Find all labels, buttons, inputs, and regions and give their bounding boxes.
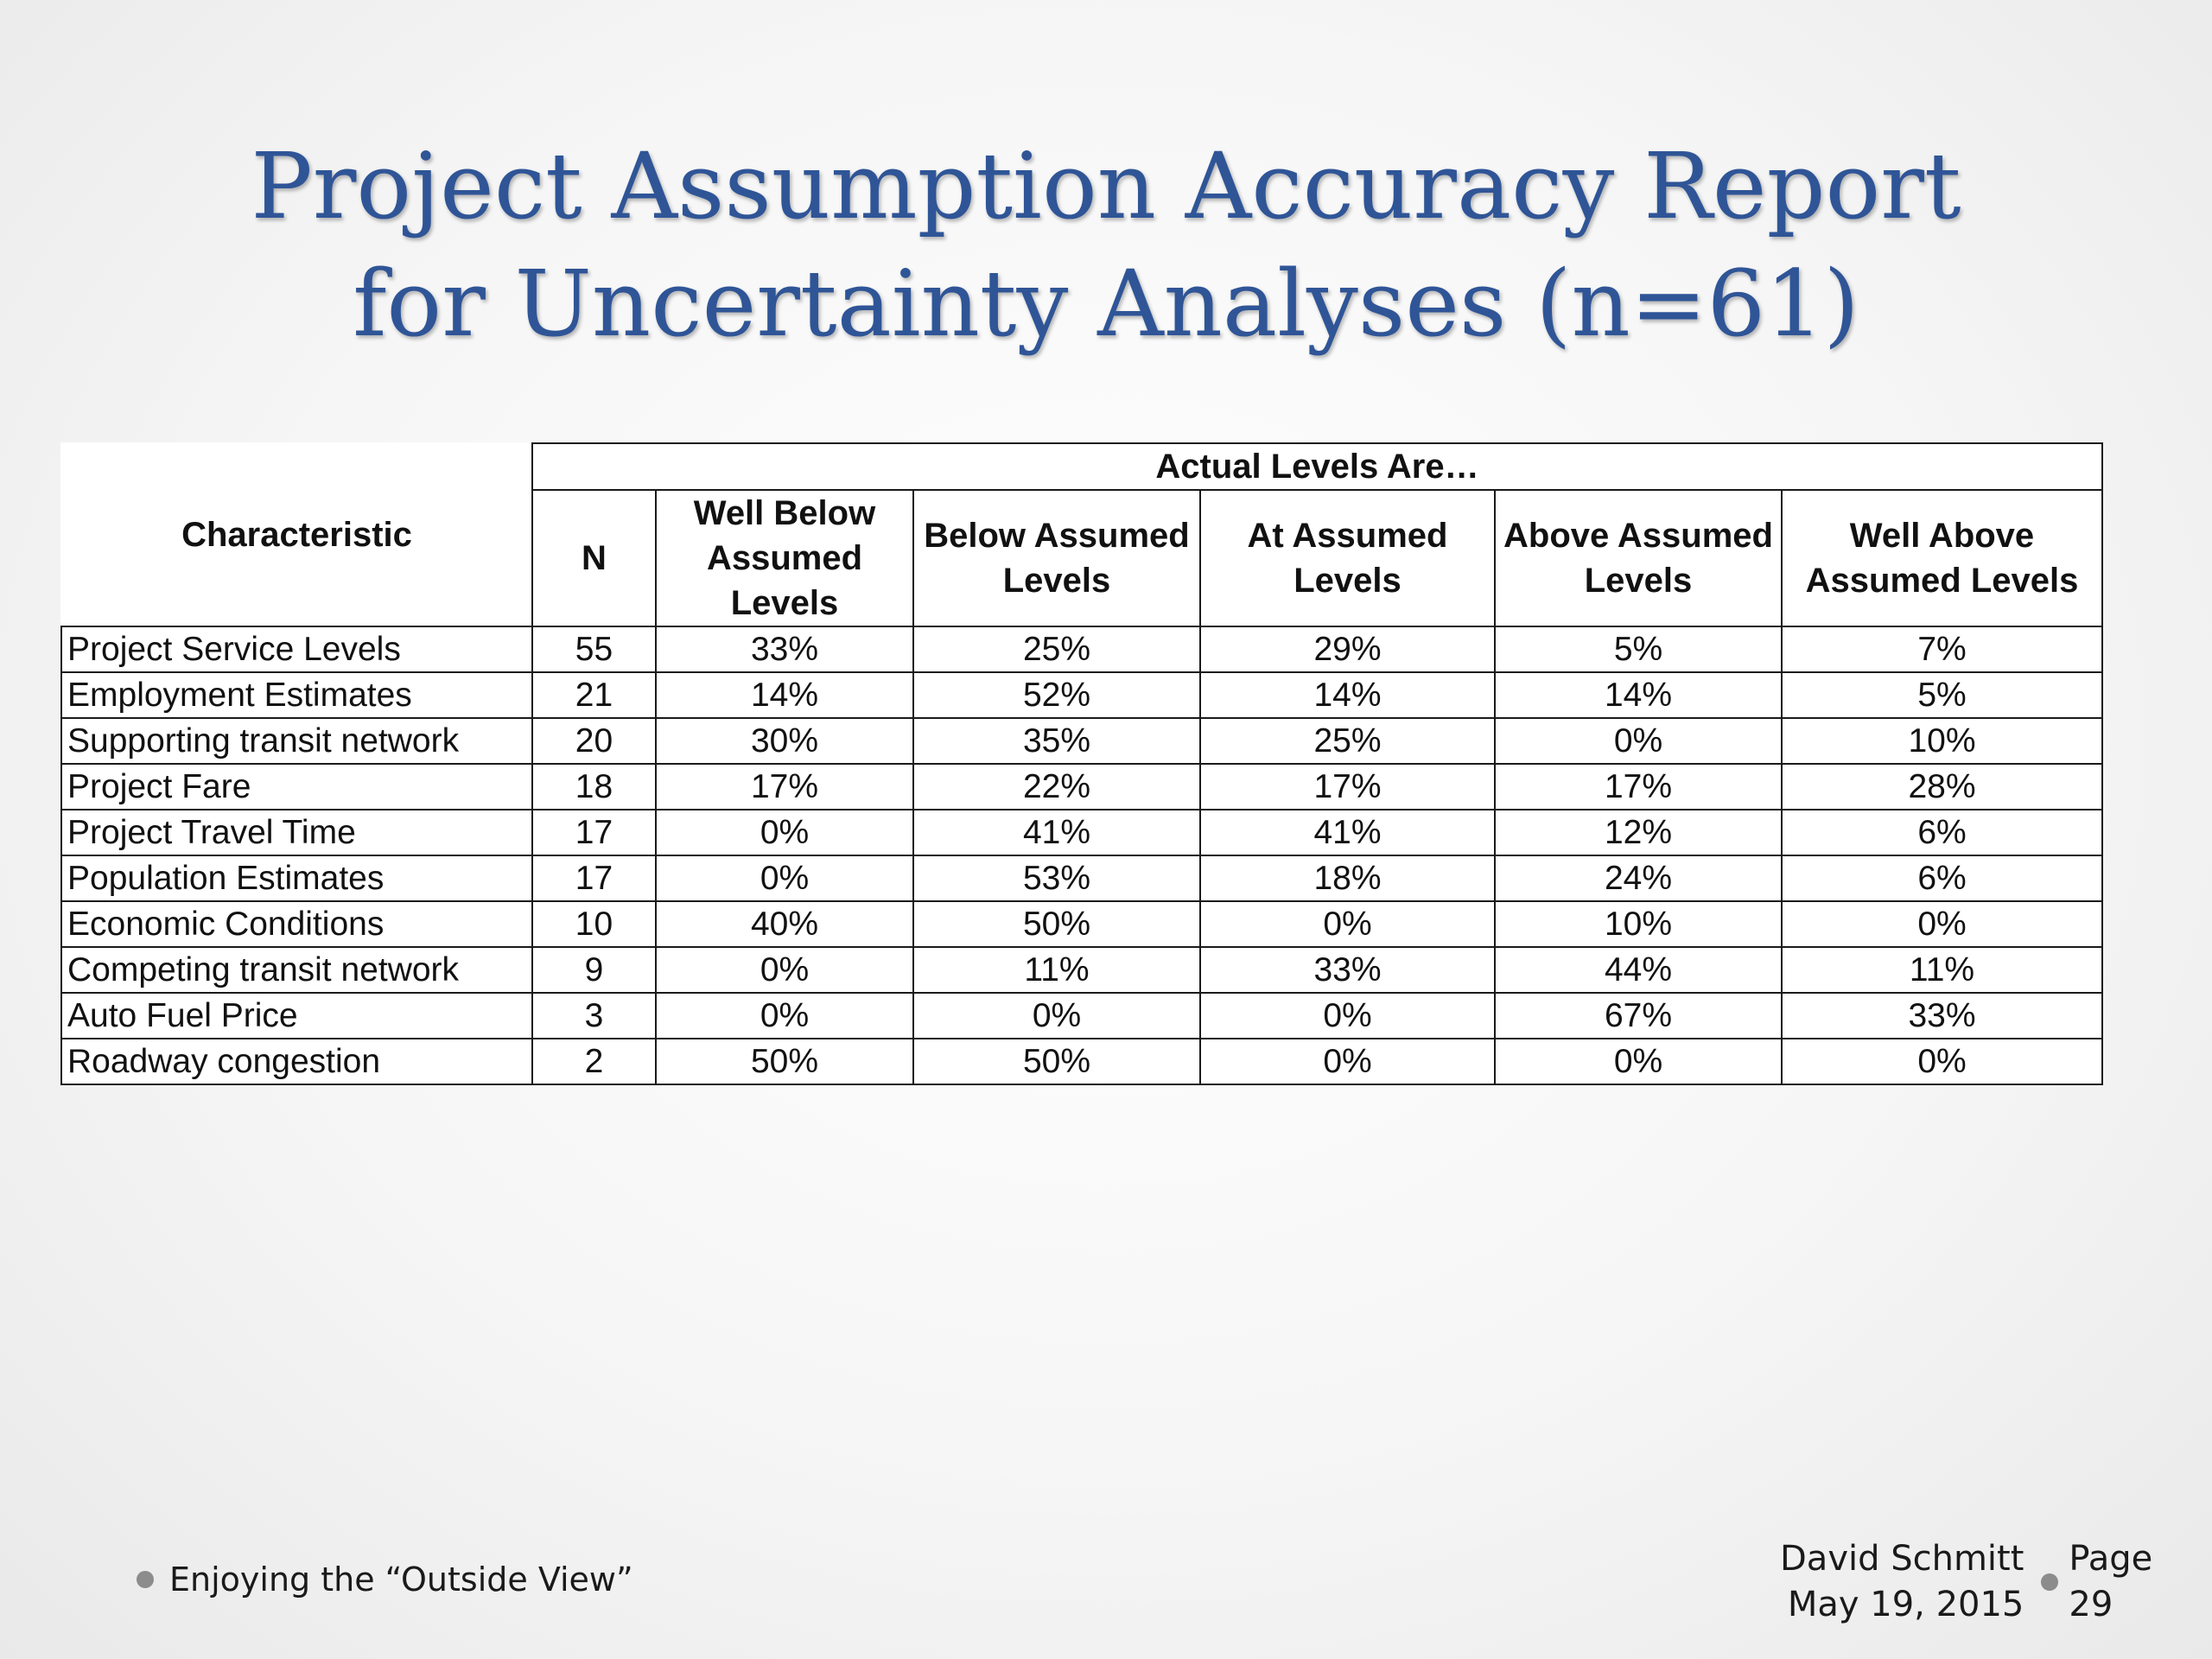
cell-below: 53% [913,855,1200,901]
header-above: Above Assumed Levels [1495,490,1782,626]
slide-title-line-2: for Uncertainty Analyses (n=61) [353,251,1859,357]
cell-n: 10 [532,901,656,947]
header-well-above: Well Above Assumed Levels [1782,490,2102,626]
cell-well-above: 10% [1782,718,2102,764]
cell-at: 29% [1200,626,1495,672]
cell-characteristic: Economic Conditions [61,901,532,947]
cell-characteristic: Roadway congestion [61,1039,532,1084]
cell-well-below: 14% [656,672,913,718]
cell-at: 0% [1200,901,1495,947]
author-name: David Schmitt [1780,1539,2024,1579]
cell-well-below: 50% [656,1039,913,1084]
cell-well-above: 6% [1782,855,2102,901]
cell-below: 25% [913,626,1200,672]
cell-below: 11% [913,947,1200,993]
cell-at: 14% [1200,672,1495,718]
author-block [1780,1536,2024,1628]
cell-well-below: 17% [656,764,913,810]
cell-below: 50% [913,1039,1200,1084]
cell-above: 44% [1495,947,1782,993]
cell-below: 35% [913,718,1200,764]
footer-caption-text: Enjoying the “Outside View” [169,1560,633,1599]
header-n: N [532,490,656,626]
cell-well-below: 0% [656,855,913,901]
cell-n: 21 [532,672,656,718]
cell-characteristic: Project Service Levels [61,626,532,672]
table-group-header-row [61,443,2102,490]
header-characteristic: Characteristic [61,443,532,626]
cell-characteristic: Population Estimates [61,855,532,901]
bullet-dot-icon [137,1571,154,1588]
cell-well-below: 40% [656,901,913,947]
cell-above: 5% [1495,626,1782,672]
table-row [61,993,2102,1039]
accuracy-report-table [60,442,2103,1085]
header-below: Below Assumed Levels [913,490,1200,626]
cell-well-below: 0% [656,947,913,993]
cell-at: 17% [1200,764,1495,810]
table-row [61,947,2102,993]
cell-well-above: 7% [1782,626,2102,672]
cell-well-below: 0% [656,993,913,1039]
cell-well-above: 28% [1782,764,2102,810]
cell-n: 2 [532,1039,656,1084]
cell-above: 10% [1495,901,1782,947]
cell-n: 9 [532,947,656,993]
table-row [61,672,2102,718]
cell-below: 41% [913,810,1200,855]
cell-at: 33% [1200,947,1495,993]
table-row [61,626,2102,672]
cell-at: 18% [1200,855,1495,901]
cell-at: 0% [1200,993,1495,1039]
cell-well-above: 33% [1782,993,2102,1039]
cell-above: 17% [1495,764,1782,810]
cell-below: 0% [913,993,1200,1039]
cell-characteristic: Competing transit network [61,947,532,993]
bullet-dot-icon [2041,1573,2058,1591]
table-row [61,810,2102,855]
cell-above: 67% [1495,993,1782,1039]
cell-well-below: 33% [656,626,913,672]
header-actual-levels: Actual Levels Are… [532,443,2102,490]
cell-above: 0% [1495,718,1782,764]
table-row [61,901,2102,947]
cell-n: 17 [532,855,656,901]
presentation-date: May 19, 2015 [1787,1585,2024,1624]
footer-info [1780,1536,2152,1628]
cell-at: 0% [1200,1039,1495,1084]
cell-characteristic: Supporting transit network [61,718,532,764]
cell-above: 12% [1495,810,1782,855]
cell-above: 0% [1495,1039,1782,1084]
slide-title [0,128,2212,363]
header-well-below: Well Below Assumed Levels [656,490,913,626]
cell-n: 20 [532,718,656,764]
cell-below: 50% [913,901,1200,947]
page-number: 29 [2069,1585,2113,1624]
table-row [61,718,2102,764]
cell-characteristic: Project Fare [61,764,532,810]
cell-well-above: 5% [1782,672,2102,718]
table-row [61,855,2102,901]
header-at: At Assumed Levels [1200,490,1495,626]
cell-well-below: 30% [656,718,913,764]
cell-well-above: 6% [1782,810,2102,855]
table-row [61,764,2102,810]
cell-above: 14% [1495,672,1782,718]
page-indicator [2069,1536,2152,1628]
cell-characteristic: Auto Fuel Price [61,993,532,1039]
cell-well-below: 0% [656,810,913,855]
cell-above: 24% [1495,855,1782,901]
page-label: Page [2069,1539,2153,1579]
cell-below: 52% [913,672,1200,718]
cell-n: 3 [532,993,656,1039]
cell-well-above: 11% [1782,947,2102,993]
cell-at: 25% [1200,718,1495,764]
cell-well-above: 0% [1782,1039,2102,1084]
cell-n: 55 [532,626,656,672]
cell-below: 22% [913,764,1200,810]
cell-n: 18 [532,764,656,810]
cell-n: 17 [532,810,656,855]
footer-caption [137,1560,633,1599]
cell-characteristic: Project Travel Time [61,810,532,855]
slide-title-line-1: Project Assumption Accuracy Report [251,133,1961,239]
table-row [61,1039,2102,1084]
cell-characteristic: Employment Estimates [61,672,532,718]
cell-well-above: 0% [1782,901,2102,947]
cell-at: 41% [1200,810,1495,855]
